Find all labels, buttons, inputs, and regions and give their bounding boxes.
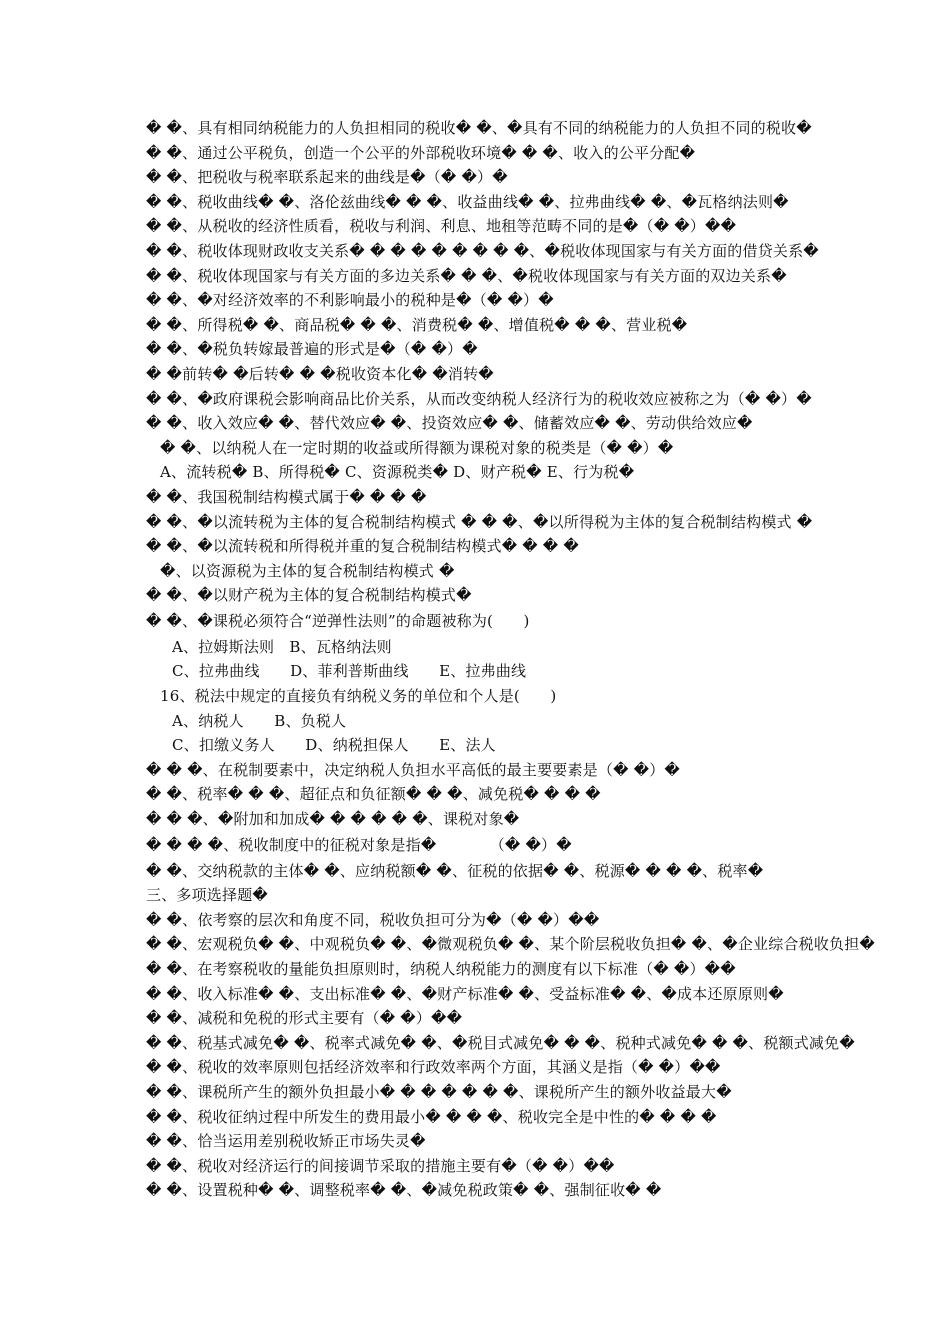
document-body xyxy=(0,116,950,1203)
text-line: C、拉弗曲线 D、菲利普斯曲线 E、拉弗曲线 xyxy=(172,662,527,681)
text-line: A、拉姆斯法则 B、瓦格纳法则 xyxy=(172,637,392,656)
text-line: � �、设置税种� �、调整税率� �、�减免税政策� �、强制征收� � xyxy=(146,1181,662,1200)
text-line: � �、税基式减免� �、税率式减免� �、�税目式减免� � �、税种式减免� � �、税额式减免� xyxy=(146,1033,855,1052)
text-line: � �、减税和免税的形式主要有（� �）�� xyxy=(146,1009,463,1028)
text-line: � �、把税收与税率联系起来的曲线是�（� �）� xyxy=(146,168,508,187)
text-line: � �、收入效应� �、替代效应� �、投资效应� �、储蓄效应� �、劳动供给效应� xyxy=(146,414,753,433)
text-line: � � � �、税收制度中的征税对象是指� （� �）� xyxy=(146,835,572,854)
text-line: � �前转� �后转� � �税收资本化� �消转� xyxy=(146,364,494,383)
section-heading: 三、多项选择题� xyxy=(146,886,268,905)
text-line: � �、税收体现国家与有关方面的多边关系� � �、�税收体现国家与有关方面的双边关系� xyxy=(146,266,787,285)
text-line: � �、�课税必须符合“逆弹性法则”的命题被称为( ) xyxy=(146,611,530,630)
text-line: � �、以纳税人在一定时期的收益或所得额为课税对象的税类是（� �）� xyxy=(160,438,674,457)
text-line: � �、在考察税收的量能负担原则时，纳税人纳税能力的测度有以下标准（� �）�� xyxy=(146,960,736,978)
text-line: � �、�税负转嫁最普遍的形式是�（� �）� xyxy=(146,340,478,359)
text-line: � �、具有相同纳税能力的人负担相同的税收� �、�具有不同的纳税能力的人负担不同的税收� xyxy=(146,119,812,137)
text-line: � �、通过公平税负，创造一个公平的外部税收环境� � �、收入的公平分配� xyxy=(146,143,696,162)
text-line: � �、课税所产生的额外负担最小� � � � � � �、课税所产生的额外收益最大� xyxy=(146,1082,732,1101)
text-line: � �、�以财产税为主体的复合税制结构模式� xyxy=(146,586,472,605)
text-line: A、纳税人 B、负税人 xyxy=(172,711,347,730)
text-line: � �、税收的效率原则包括经济效率和行政效率两个方面，其涵义是指（� �）�� xyxy=(146,1058,721,1077)
text-line: � �、依考察的层次和角度不同，税收负担可分为�（� �）�� xyxy=(146,910,600,929)
text-line: � �、我国税制结构模式属于� � � � xyxy=(146,487,427,506)
text-line: � �、�以流转税为主体的复合税制结构模式 � � �、�以所得税为主体的复合税制结构模式 � xyxy=(146,512,813,531)
text-line: C、扣缴义务人 D、纳税担保人 E、法人 xyxy=(172,736,496,755)
text-line: � �、所得税� �、商品税� � �、消费税� �、增值税� � �、营业税� xyxy=(146,315,688,334)
text-line: � �、�以流转税和所得税并重的复合税制结构模式� � � � xyxy=(146,537,579,556)
text-line: �、以资源税为主体的复合税制结构模式 � xyxy=(160,561,455,580)
text-line: � �、�政府课税会影响商品比价关系，从而改变纳税人经济行为的税收效应被称之为（� �）� xyxy=(146,389,812,408)
text-line: � �、税收对经济运行的间接调节采取的措施主要有�（� �）�� xyxy=(146,1156,615,1175)
text-line: � �、税收征纳过程中所发生的费用最小� � � �、税收完全是中性的� � � � xyxy=(146,1107,717,1126)
text-line: � �、交纳税款的主体� �、应纳税额� �、征税的依据� �、税源� � � �、税率� xyxy=(146,861,764,880)
text-line: � �、�对经济效率的不利影响最小的税种是�（� �）� xyxy=(146,291,554,310)
text-line: � �、税收体现财政收支关系� � � � � � � � �、�税收体现国家与有关方面的借贷关系� xyxy=(146,241,819,260)
text-line: � �、宏观税负� �、中观税负� �、�微观税负� �、某个阶层税收负担� �、�企业综合税收负担� xyxy=(146,935,875,954)
text-line: � �、恰当运用差别税收矫正市场失灵� xyxy=(146,1132,426,1151)
text-line: � � �、在税制要素中，决定纳税人负担水平高低的最主要要素是（� �）� xyxy=(146,760,680,779)
text-line: � �、收入标准� �、支出标准� �、�财产标准� �、受益标准� �、�成本还原原则� xyxy=(146,984,784,1003)
text-line: � �、税收曲线� �、洛伦兹曲线� � �、收益曲线� �、拉弗曲线� �、�瓦格纳法则� xyxy=(146,192,789,211)
text-line: A、流转税� B、所得税� C、资源税类� D、财产税� E、行为税� xyxy=(160,463,635,482)
text-line: 16、税法中规定的直接负有纳税义务的单位和个人是( ) xyxy=(160,687,557,706)
text-line: � �、从税收的经济性质看，税收与利润、利息、地租等范畴不同的是�（� �）�� xyxy=(146,217,737,236)
text-line: � � �、�附加和加成� � � � � �、课税对象� xyxy=(146,810,520,829)
text-line: � �、税率� � �、超征点和负征额� � �、减免税� � � � xyxy=(146,785,601,804)
